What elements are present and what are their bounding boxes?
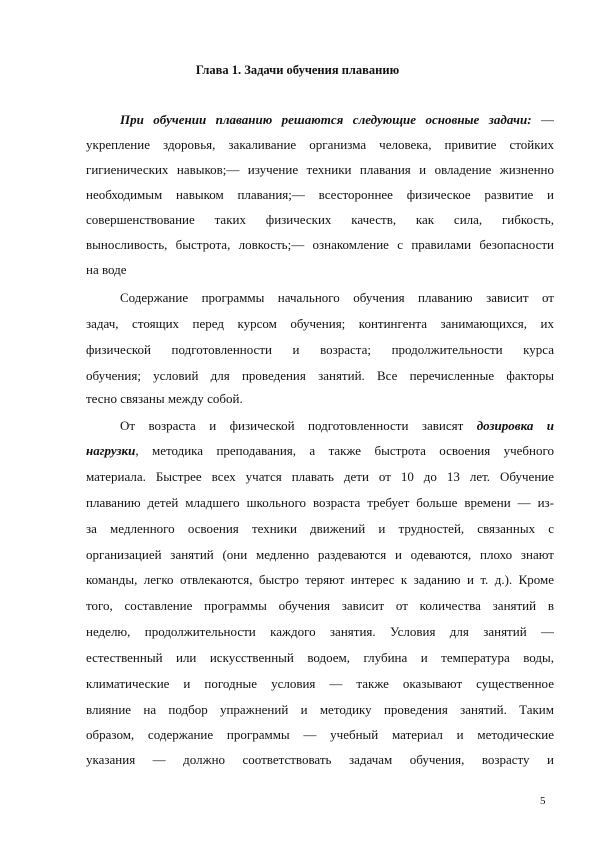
paragraph-3-line: того, составление программы обучения зависит от количества занятий в bbox=[86, 598, 554, 613]
paragraph-3-line: естественный или искусственный водоем, глубина и температура воды, bbox=[86, 650, 554, 665]
paragraph-3-line bbox=[86, 443, 554, 460]
paragraph-1-line: необходимым навыком плавания;— всестороннее физическое развитие и bbox=[86, 187, 554, 202]
paragraph-3-line: за медленного освоения техники движений и трудностей, связанных с bbox=[86, 521, 554, 536]
paragraph-1-lead: При обучении плаванию решаются следующие основные задачи: bbox=[120, 112, 532, 127]
page-number: 5 bbox=[540, 795, 546, 807]
paragraph-3-line: материала. Быстрее всех учатся плавать дети от 10 до 13 лет. Обучение bbox=[86, 469, 554, 484]
paragraph-1-dash: — bbox=[531, 112, 554, 127]
paragraph-3-line bbox=[120, 418, 554, 435]
paragraph-3-line: климатические и погодные условия — также оказывают существенное bbox=[86, 676, 554, 691]
paragraph-2-line: обучения; условий для проведения занятий. Все перечисленные факторы bbox=[86, 368, 554, 383]
paragraph-3-line: организацией занятий (они медленно раздеваются и одеваются, плохо знают bbox=[86, 547, 554, 562]
paragraph-2-line: задач, стоящих перед курсом обучения; контингента занимающихся, их bbox=[86, 316, 554, 331]
paragraph-1-line: гигиенических навыков;— изучение техники плавания и овладение жизненно bbox=[86, 162, 554, 177]
paragraph-2-line: физической подготовленности и возраста; продолжительности курса bbox=[86, 342, 554, 357]
paragraph-3-line: указания — должно соответствовать задачам обучения, возрасту и bbox=[86, 752, 554, 767]
paragraph-2-line: Содержание программы начального обучения плаванию зависит от bbox=[120, 290, 554, 305]
paragraph-3-line: образом, содержание программы — учебный материал и методические bbox=[86, 727, 554, 742]
paragraph-3-line: плаванию детей младшего школьного возраста требует больше времени — из- bbox=[86, 495, 554, 510]
chapter-title: Глава 1. Задачи обучения плаванию bbox=[195, 63, 400, 77]
paragraph-3-text: , методика преподавания, а также быстрота освоения учебного bbox=[135, 443, 554, 458]
paragraph-1-line: выносливость, быстрота, ловкость;— ознакомление с правилами безопасности bbox=[86, 237, 554, 252]
paragraph-3-line: неделю, продолжительности каждого занятия. Условия для занятий — bbox=[86, 624, 554, 639]
paragraph-1-line bbox=[120, 112, 554, 129]
paragraph-3-line: влияние на подбор упражнений и методику проведения занятий. Таким bbox=[86, 702, 554, 717]
paragraph-3-emphasis: нагрузки bbox=[86, 443, 136, 458]
paragraph-3-line: команды, легко отвлекаются, быстро теряют интерес к заданию и т. д.). Кроме bbox=[86, 572, 554, 587]
paragraph-3-text: От возраста и физической подготовленности зависят bbox=[120, 418, 477, 433]
paragraph-2-line: тесно связаны между собой. bbox=[86, 391, 243, 406]
paragraph-1-line: на воде bbox=[86, 262, 127, 277]
paragraph-1-line: укрепление здоровья, закаливание организма человека, привитие стойких bbox=[86, 137, 554, 152]
paragraph-3-emphasis: дозировка и bbox=[476, 418, 554, 433]
paragraph-1-line: совершенствование таких физических качеств, как сила, гибкость, bbox=[86, 212, 554, 227]
